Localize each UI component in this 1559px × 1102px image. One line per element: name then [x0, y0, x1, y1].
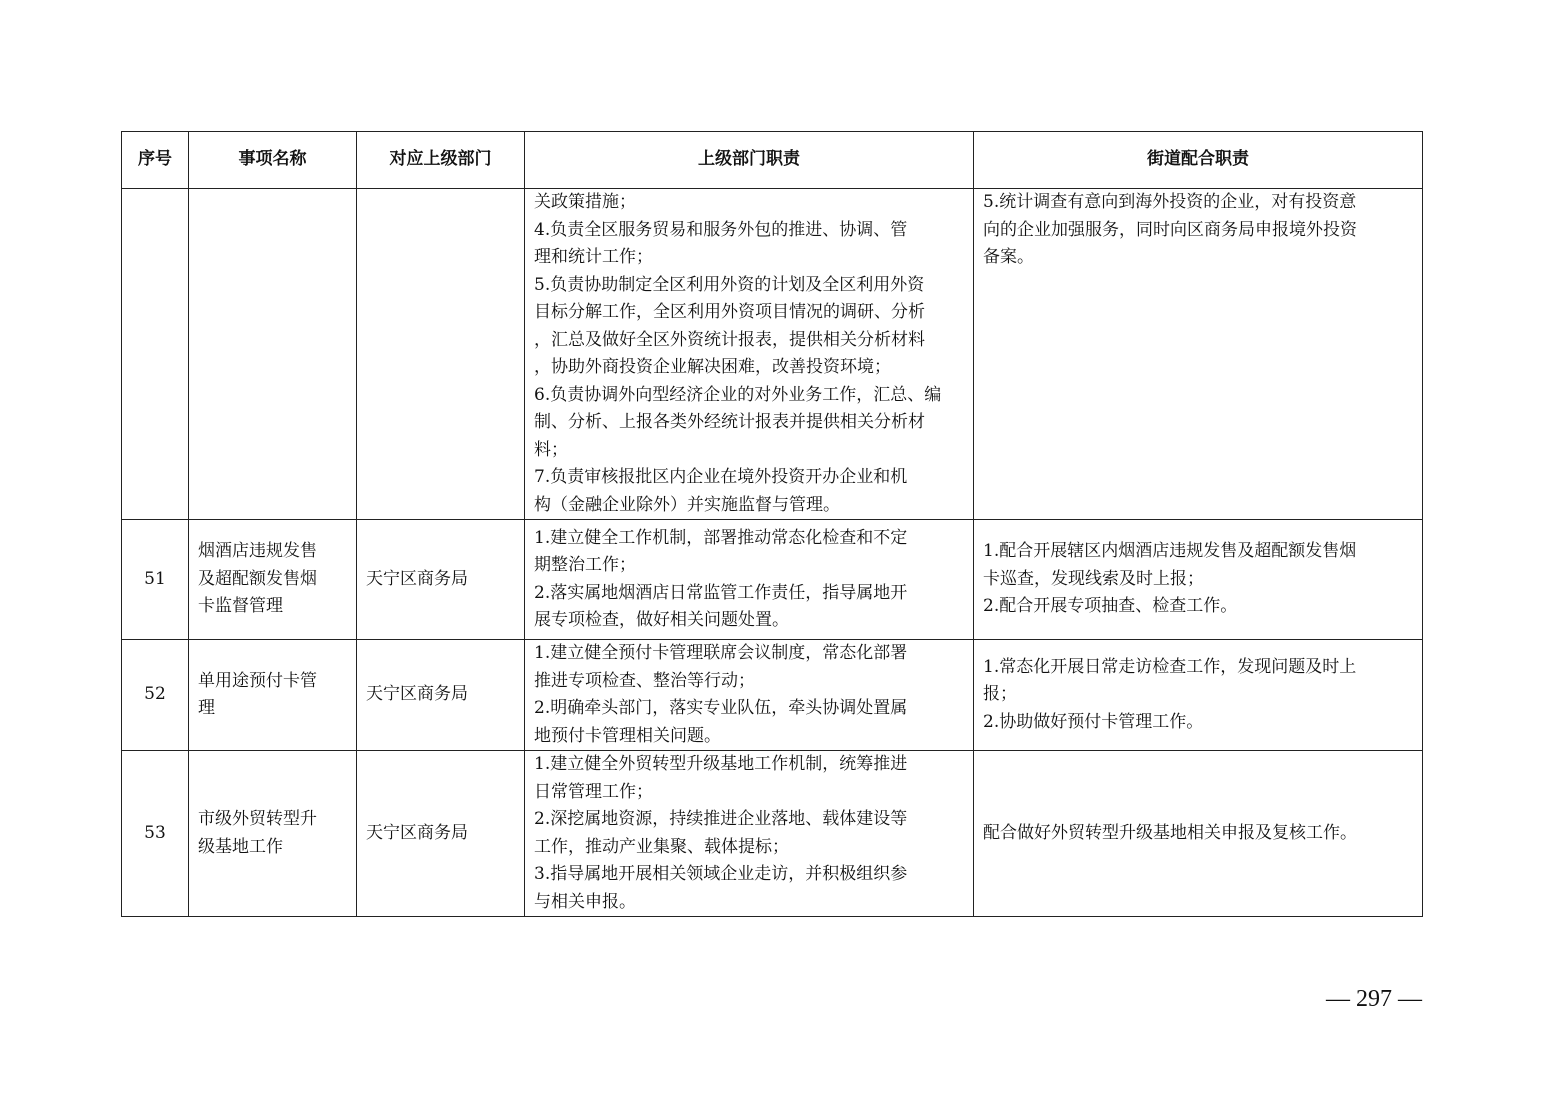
name-line: 理	[198, 698, 215, 718]
row-num: 51	[122, 520, 189, 640]
duty-line: 制、分析、上报各类外经统计报表并提供相关分析材	[534, 412, 925, 432]
row-duties	[525, 520, 974, 640]
table-row	[122, 751, 1423, 917]
header-street-duties: 街道配合职责	[974, 132, 1423, 189]
row-num: 52	[122, 640, 189, 751]
row-street-duties	[974, 189, 1423, 520]
duty-line: 展专项检查，做好相关问题处置。	[534, 610, 789, 630]
header-item-name: 事项名称	[189, 132, 357, 189]
duty-line: 工作，推动产业集聚、载体提标；	[534, 836, 789, 857]
row-street-duties	[974, 640, 1423, 751]
coop-line: 报；	[983, 684, 1017, 705]
header-superior-dept: 对应上级部门	[357, 132, 525, 189]
row-street-duties	[974, 751, 1423, 917]
row-item-name	[189, 751, 357, 917]
duty-line: 推进专项检查、整治等行动；	[534, 670, 755, 691]
row-dept: 天宁区商务局	[357, 751, 525, 917]
coop-line: 2.协助做好预付卡管理工作。	[983, 711, 1204, 732]
duty-line: 4.负责全区服务贸易和服务外包的推进、协调、管	[534, 219, 908, 240]
row-street-duties	[974, 520, 1423, 640]
row-num	[122, 189, 189, 520]
row-item-name	[189, 520, 357, 640]
coop-line: 2.配合开展专项抽查、检查工作。	[983, 596, 1238, 617]
row-duties	[525, 640, 974, 751]
duty-line: 理和统计工作；	[534, 247, 653, 267]
duty-line: ，协助外商投资企业解决困难，改善投资环境；	[534, 357, 891, 377]
duty-line: 目标分解工作，全区利用外资项目情况的调研、分析	[534, 302, 925, 322]
duty-line: 2.明确牵头部门，落实专业队伍，牵头协调处置属	[534, 698, 908, 718]
row-duties	[525, 751, 974, 917]
row-dept: 天宁区商务局	[357, 520, 525, 640]
name-line: 单用途预付卡管	[198, 670, 317, 691]
table-header-row	[122, 132, 1423, 189]
duty-line: 期整治工作；	[534, 555, 636, 575]
duty-line: 1.建立健全工作机制，部署推动常态化检查和不定	[534, 527, 908, 548]
coop-line: 配合做好外贸转型升级基地相关申报及复核工作。	[983, 822, 1357, 843]
row-item-name	[189, 189, 357, 520]
table-row	[122, 640, 1423, 751]
table-row	[122, 189, 1423, 520]
name-line: 级基地工作	[198, 836, 283, 857]
coop-line: 备案。	[983, 247, 1034, 267]
coop-line: 向的企业加强服务，同时向区商务局申报境外投资	[983, 219, 1357, 240]
name-line: 烟酒店违规发售	[198, 541, 317, 562]
coop-line: 5.统计调查有意向到海外投资的企业，对有投资意	[983, 192, 1357, 212]
header-superior-duties: 上级部门职责	[525, 132, 974, 189]
coop-line: 1.配合开展辖区内烟酒店违规发售及超配额发售烟	[983, 541, 1357, 562]
duty-line: ，汇总及做好全区外资统计报表，提供相关分析材料	[534, 329, 925, 350]
duty-line: 6.负责协调外向型经济企业的对外业务工作，汇总、编	[534, 384, 942, 405]
row-duties	[525, 189, 974, 520]
name-line: 卡监督管理	[198, 596, 283, 617]
duty-line: 1.建立健全外贸转型升级基地工作机制，统筹推进	[534, 754, 908, 774]
duty-line: 5.负责协助制定全区利用外资的计划及全区利用外资	[534, 274, 925, 295]
row-num: 53	[122, 751, 189, 917]
duty-line: 2.落实属地烟酒店日常监管工作责任，指导属地开	[534, 582, 908, 603]
page-number: — 297 —	[1326, 986, 1422, 1012]
coop-line: 卡巡查，发现线索及时上报；	[983, 568, 1204, 589]
duty-line: 3.指导属地开展相关领域企业走访，并积极组织参	[534, 864, 908, 884]
row-dept	[357, 189, 525, 520]
row-dept: 天宁区商务局	[357, 640, 525, 751]
duty-line: 2.深挖属地资源，持续推进企业落地、载体建设等	[534, 809, 908, 829]
name-line: 及超配额发售烟	[198, 568, 317, 589]
duty-line: 构（金融企业除外）并实施监督与管理。	[534, 494, 840, 515]
duty-line: 日常管理工作；	[534, 781, 653, 802]
coop-line: 1.常态化开展日常走访检查工作，发现问题及时上	[983, 656, 1357, 677]
duty-line: 1.建立健全预付卡管理联席会议制度，常态化部署	[534, 643, 908, 663]
name-line: 市级外贸转型升	[198, 809, 317, 829]
responsibility-table	[121, 131, 1423, 917]
duty-line: 与相关申报。	[534, 891, 636, 912]
duty-line: 地预付卡管理相关问题。	[534, 725, 721, 746]
row-item-name	[189, 640, 357, 751]
duty-line: 关政策措施；	[534, 192, 636, 212]
header-num: 序号	[122, 132, 189, 189]
table-row	[122, 520, 1423, 640]
duty-line: 7.负责审核报批区内企业在境外投资开办企业和机	[534, 467, 908, 487]
duty-line: 料；	[534, 439, 568, 460]
